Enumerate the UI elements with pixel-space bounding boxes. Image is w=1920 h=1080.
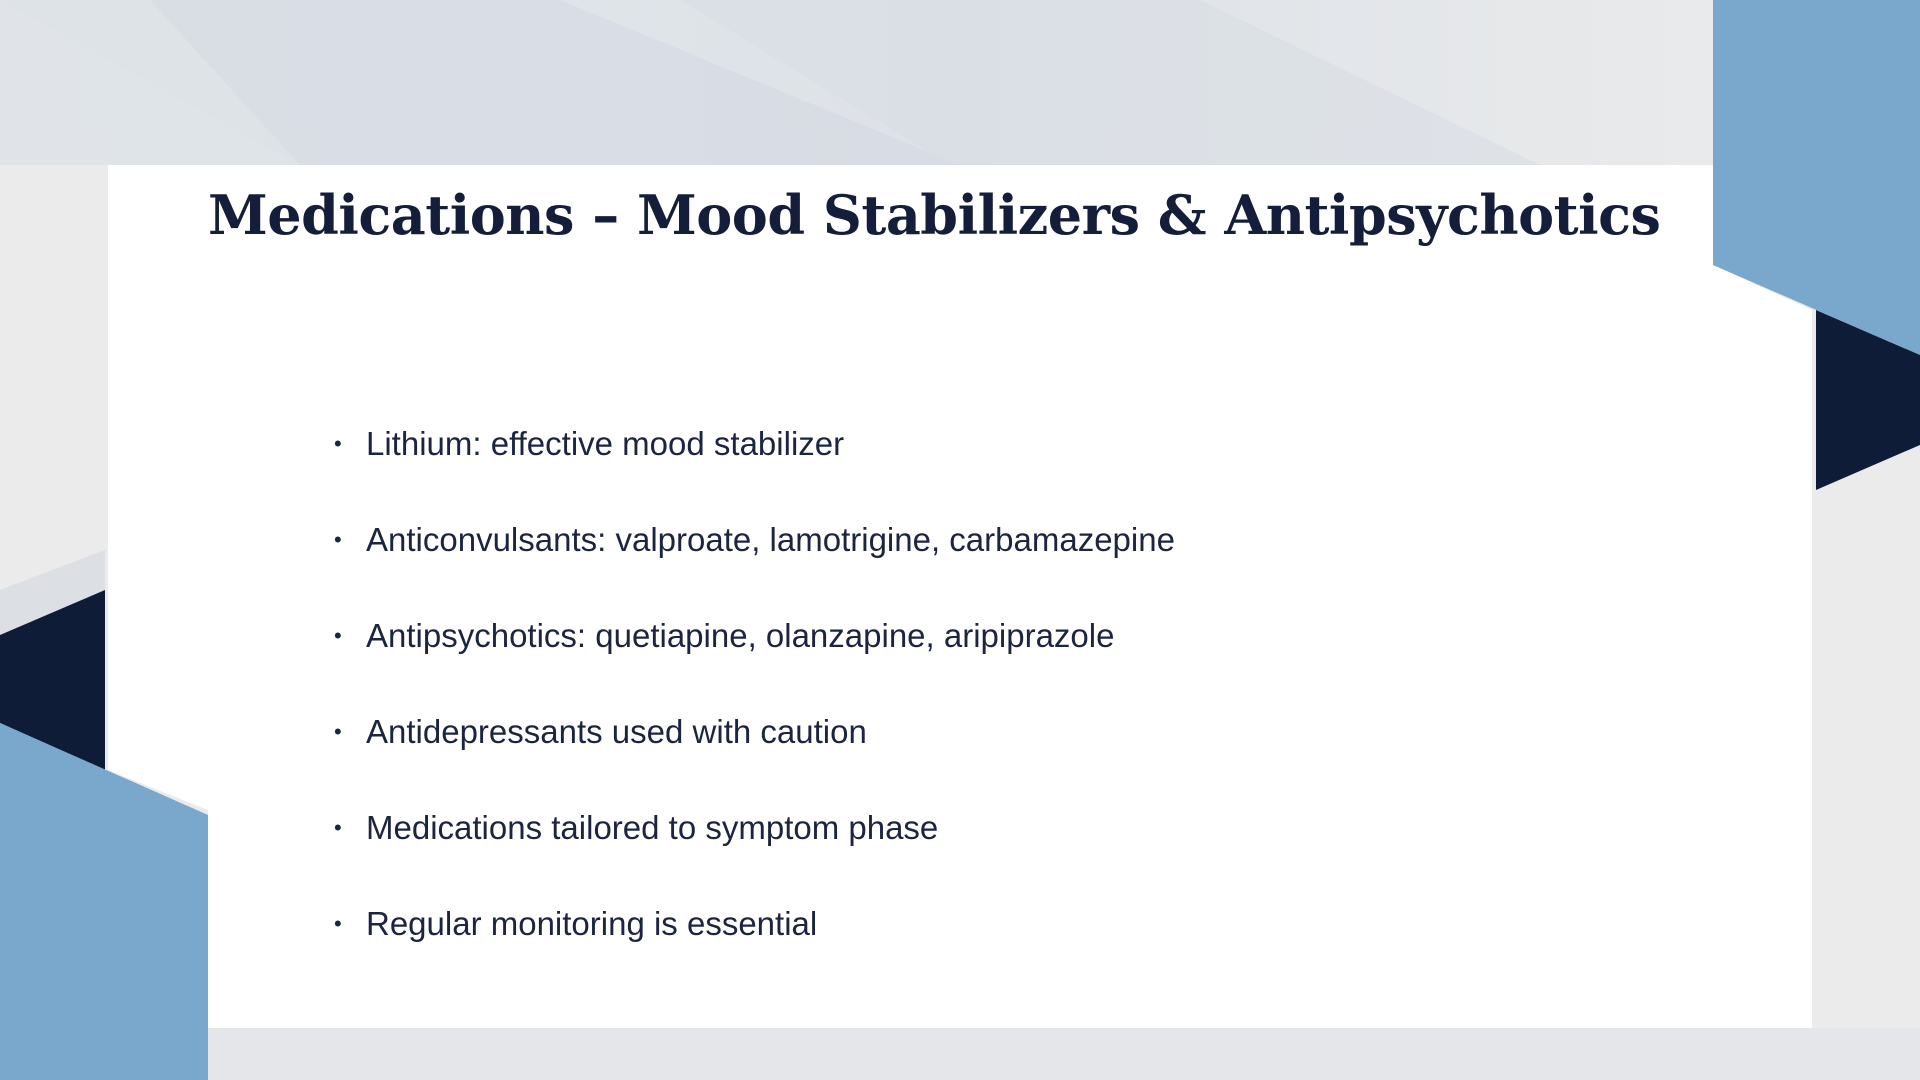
- bullet-icon: •: [334, 431, 342, 456]
- slide-title: Medications – Mood Stabilizers & Antipsychotics: [208, 183, 1661, 247]
- bullet-text: Antidepressants used with caution: [366, 713, 867, 750]
- bullet-icon: •: [334, 623, 342, 648]
- bullet-icon: •: [334, 719, 342, 744]
- bullet-text: Lithium: effective mood stabilizer: [366, 425, 845, 462]
- bullet-text: Antipsychotics: quetiapine, olanzapine, aripiprazole: [366, 617, 1115, 654]
- bullet-text: Regular monitoring is essential: [366, 905, 818, 942]
- bullet-icon: •: [334, 911, 342, 936]
- bullet-text: Medications tailored to symptom phase: [366, 809, 939, 846]
- bullet-text: Anticonvulsants: valproate, lamotrigine, carbamazepine: [366, 521, 1175, 558]
- bullet-icon: •: [334, 815, 342, 840]
- bullet-icon: •: [334, 527, 342, 552]
